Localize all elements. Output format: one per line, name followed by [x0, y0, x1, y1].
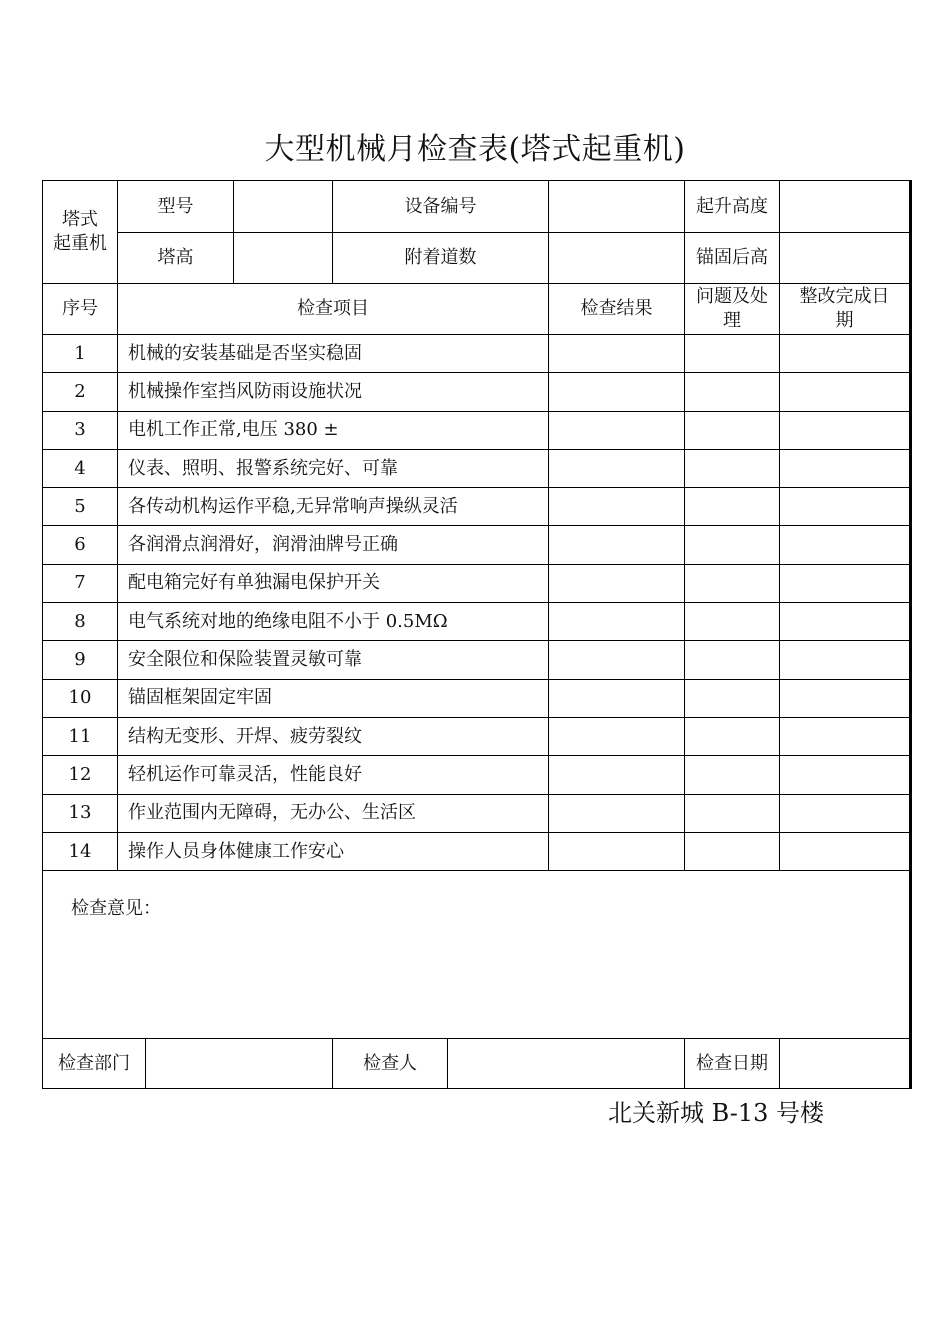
table-row [43, 641, 911, 679]
due-date-cell[interactable] [780, 449, 911, 487]
inspection-table [42, 180, 912, 1089]
item-number: 14 [43, 832, 118, 870]
table-row [43, 679, 911, 717]
table-row [43, 756, 911, 794]
table-row [43, 411, 911, 449]
table-row [43, 717, 911, 755]
opinion-box[interactable] [43, 871, 911, 1039]
opinion-row [43, 871, 911, 1039]
item-number: 13 [43, 794, 118, 832]
issue-cell[interactable] [685, 679, 780, 717]
header-row-2 [43, 233, 911, 284]
issue-cell[interactable] [685, 564, 780, 602]
result-cell[interactable] [549, 717, 685, 755]
items-list [43, 335, 911, 871]
attachment-count-label: 附着道数 [333, 233, 549, 284]
table-row [43, 564, 911, 602]
due-date-cell[interactable] [780, 794, 911, 832]
item-text: 作业范围内无障碍，无办公、生活区 [118, 794, 549, 832]
item-number: 12 [43, 756, 118, 794]
issue-cell[interactable] [685, 411, 780, 449]
col-seq: 序号 [43, 284, 118, 335]
issue-cell[interactable] [685, 756, 780, 794]
item-number: 3 [43, 411, 118, 449]
item-number: 5 [43, 488, 118, 526]
issue-cell[interactable] [685, 717, 780, 755]
equipment-no-value[interactable] [549, 181, 685, 233]
due-date-cell[interactable] [780, 717, 911, 755]
result-cell[interactable] [549, 488, 685, 526]
table-row [43, 603, 911, 641]
result-cell[interactable] [549, 335, 685, 373]
item-text: 锚固框架固定牢固 [118, 679, 549, 717]
due-date-cell[interactable] [780, 564, 911, 602]
tower-height-value[interactable] [234, 233, 333, 284]
header-row-1 [43, 181, 911, 233]
result-cell[interactable] [549, 679, 685, 717]
anchor-height-value[interactable] [780, 233, 911, 284]
item-number: 7 [43, 564, 118, 602]
item-number: 4 [43, 449, 118, 487]
table-row [43, 832, 911, 870]
item-number: 10 [43, 679, 118, 717]
item-text: 电机工作正常,电压 380 ± [118, 411, 549, 449]
item-text: 仪表、照明、报警系统完好、可靠 [118, 449, 549, 487]
building-label: 北关新城 B-13 号楼 [608, 1099, 824, 1127]
page-title: 大型机械月检查表(塔式起重机) [264, 132, 686, 167]
issue-cell[interactable] [685, 526, 780, 564]
col-result: 检查结果 [549, 284, 685, 335]
due-date-cell[interactable] [780, 488, 911, 526]
date-value[interactable] [780, 1039, 911, 1089]
item-text: 结构无变形、开焊、疲劳裂纹 [118, 717, 549, 755]
anchor-height-label: 锚固后高 [685, 233, 780, 284]
item-text: 电气系统对地的绝缘电阻不小于 0.5MΩ [118, 603, 549, 641]
lift-height-value[interactable] [780, 181, 911, 233]
issue-cell[interactable] [685, 488, 780, 526]
result-cell[interactable] [549, 756, 685, 794]
item-number: 9 [43, 641, 118, 679]
item-text: 机械操作室挡风防雨设施状况 [118, 373, 549, 411]
result-cell[interactable] [549, 411, 685, 449]
item-text: 各润滑点润滑好，润滑油牌号正确 [118, 526, 549, 564]
inspector-label: 检查人 [333, 1039, 448, 1089]
model-value[interactable] [234, 181, 333, 233]
department-label: 检查部门 [43, 1039, 146, 1089]
issue-cell[interactable] [685, 641, 780, 679]
due-date-cell[interactable] [780, 526, 911, 564]
item-number: 2 [43, 373, 118, 411]
item-number: 11 [43, 717, 118, 755]
issue-cell[interactable] [685, 373, 780, 411]
issue-cell[interactable] [685, 335, 780, 373]
tower-height-label: 塔高 [118, 233, 234, 284]
item-text: 机械的安装基础是否坚实稳固 [118, 335, 549, 373]
issue-cell[interactable] [685, 794, 780, 832]
table-row [43, 526, 911, 564]
col-issue: 问题及处理 [685, 284, 780, 335]
date-label: 检查日期 [685, 1039, 780, 1089]
due-date-cell[interactable] [780, 832, 911, 870]
item-text: 配电箱完好有单独漏电保护开关 [118, 564, 549, 602]
item-text: 操作人员身体健康工作安心 [118, 832, 549, 870]
result-cell[interactable] [549, 373, 685, 411]
table-row [43, 794, 911, 832]
result-cell[interactable] [549, 794, 685, 832]
model-label: 型号 [118, 181, 234, 233]
issue-cell[interactable] [685, 832, 780, 870]
due-date-cell[interactable] [780, 641, 911, 679]
due-date-cell[interactable] [780, 335, 911, 373]
column-header-row [43, 284, 911, 335]
table-row [43, 335, 911, 373]
item-number: 8 [43, 603, 118, 641]
result-cell[interactable] [549, 449, 685, 487]
issue-cell[interactable] [685, 449, 780, 487]
result-cell[interactable] [549, 603, 685, 641]
issue-cell[interactable] [685, 603, 780, 641]
item-text: 各传动机构运作平稳,无异常响声操纵灵活 [118, 488, 549, 526]
col-item: 检查项目 [118, 284, 549, 335]
signature-row [43, 1039, 911, 1089]
item-text: 安全限位和保险装置灵敏可靠 [118, 641, 549, 679]
result-cell[interactable] [549, 832, 685, 870]
due-date-cell[interactable] [780, 756, 911, 794]
inspector-value[interactable] [448, 1039, 685, 1089]
opinion-label: 检查意见： [71, 898, 161, 920]
table-row [43, 373, 911, 411]
result-cell[interactable] [549, 564, 685, 602]
department-value[interactable] [146, 1039, 333, 1089]
item-text: 轻机运作可靠灵活，性能良好 [118, 756, 549, 794]
item-number: 6 [43, 526, 118, 564]
table-row [43, 488, 911, 526]
attachment-count-value[interactable] [549, 233, 685, 284]
due-date-cell[interactable] [780, 411, 911, 449]
due-date-cell[interactable] [780, 679, 911, 717]
result-cell[interactable] [549, 526, 685, 564]
due-date-cell[interactable] [780, 373, 911, 411]
col-due-date: 整改完成日 期 [780, 284, 911, 335]
lift-height-label: 起升高度 [685, 181, 780, 233]
equipment-category: 塔式 起重机 [43, 181, 118, 284]
due-date-cell[interactable] [780, 603, 911, 641]
item-number: 1 [43, 335, 118, 373]
table-row [43, 449, 911, 487]
equipment-no-label: 设备编号 [333, 181, 549, 233]
result-cell[interactable] [549, 641, 685, 679]
